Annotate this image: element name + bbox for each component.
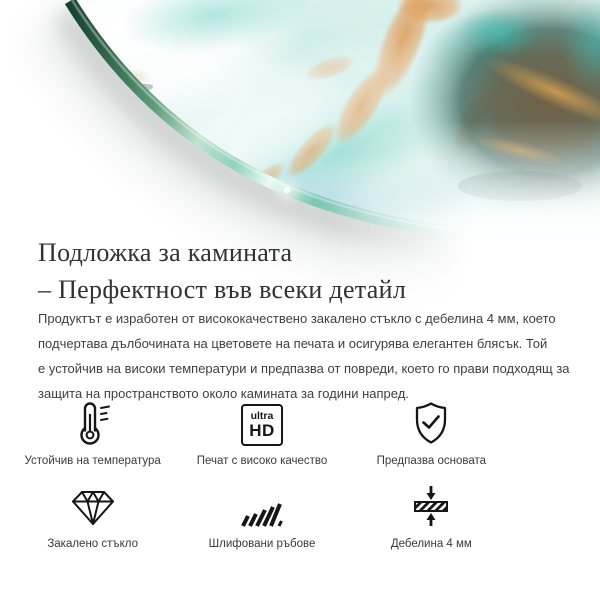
- feature-label: Шлифовани ръбове: [208, 538, 316, 550]
- feature-thickness: [347, 483, 516, 552]
- thickness-icon: [407, 483, 455, 529]
- product-description: [38, 306, 570, 406]
- ultra-hd-icon: [241, 400, 283, 446]
- diamond-icon: [69, 483, 117, 529]
- ultra-hd-text-top: ultra: [250, 410, 274, 422]
- polished-edges-icon: [239, 483, 285, 529]
- feature-label: Печат с високо качество: [196, 455, 328, 467]
- feature-polished-edges: [177, 483, 346, 552]
- feature-label: Дебелина 4 мм: [390, 538, 472, 550]
- feature-label: Закалено стъкло: [47, 538, 138, 550]
- feature-print-quality: [177, 400, 346, 469]
- description-line: подчертава дълбочината на цветовете на печата и осигурява елегантен блясък. Той: [38, 336, 548, 351]
- ultra-hd-text-bottom: HD: [249, 421, 275, 440]
- feature-tempered-glass: [8, 483, 177, 552]
- page-title: [38, 234, 406, 308]
- feature-protects-base: [347, 400, 516, 469]
- thermometer-icon: [71, 400, 115, 446]
- shield-check-icon: [409, 400, 453, 446]
- description-line: е устойчив на високи температури и предпазва от повреди, което го прави подходящ за: [38, 361, 570, 376]
- feature-temperature: [8, 400, 177, 469]
- feature-label: Устойчив на температура: [24, 455, 161, 467]
- description-line: Продуктът е изработен от висококачествено закалено стъкло с дебелина 4 мм, което: [38, 311, 556, 326]
- feature-grid: [8, 400, 516, 552]
- title-line-1: Подложка за камината: [38, 238, 293, 267]
- feature-label: Предпазва основата: [376, 455, 487, 467]
- description-line: защита на пространството около камината за години напред.: [38, 386, 409, 401]
- title-line-2: – Перфектност във всеки детайл: [38, 275, 407, 304]
